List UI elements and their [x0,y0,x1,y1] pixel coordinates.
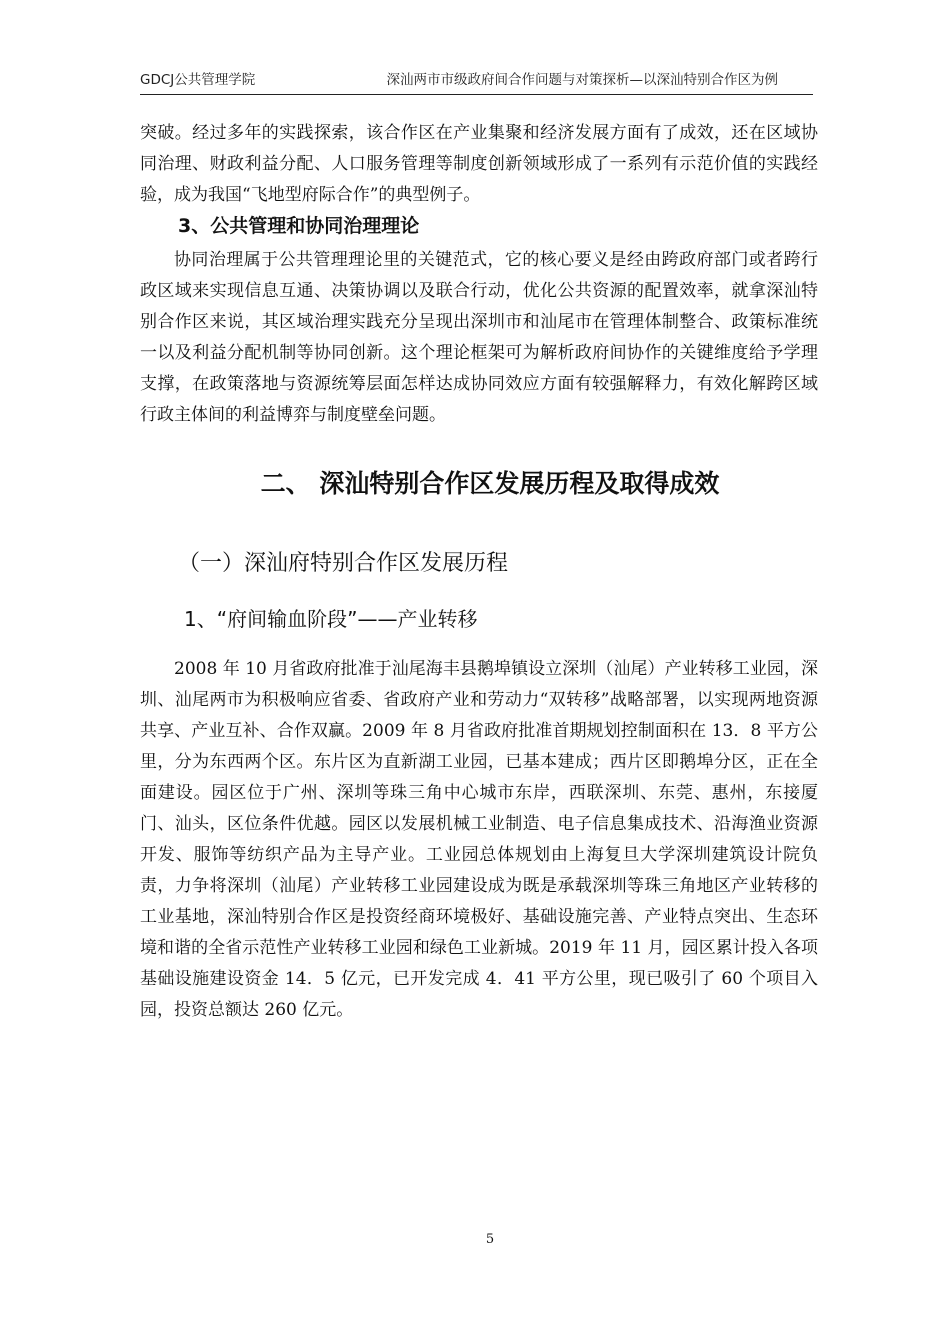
header-thesis-title: 深汕两市市级政府间合作问题与对策探析—以深汕特别合作区为例 [386,72,778,88]
section-title: （一）深汕府特别合作区发展历程 [178,551,509,576]
paragraph-continuation: 突破。经过多年的实践探索，该合作区在产业集聚和经济发展方面有了成效，还在区域协同治理、财政利益分配、人口服务管理等制度创新领域形成了一系列有示范价值的实践经验，成为我国“飞地型府际合作”的典型例子。 [140,123,818,205]
header-divider [140,94,813,95]
theory-heading: 3、公共管理和协同治理理论 [178,215,420,237]
header-institution: GDCJ公共管理学院 [140,72,256,88]
chapter-title: 二、 深汕特别合作区发展历程及取得成效 [260,469,720,498]
paragraph-theory: 协同治理属于公共管理理论里的关键范式，它的核心要义是经由跨政府部门或者跨行政区域来实现信息互通、决策协调以及联合行动，优化公共资源的配置效率，就拿深汕特别合作区来说，其区域治理实践充分呈现出深圳市和汕尾市在管理体制整合、政策标准统一以及利益分配机制等协同创新。这个理论框架可为解析政府间协作的关键维度给予学理支撑，在政策落地与资源统筹层面怎样达成协同效应方面有较强解释力，有效化解跨区域行政主体间的利益博弈与制度壁垒问题。 [140,250,818,425]
subsection-title: 1、“府间输血阶段”——产业转移 [184,607,478,631]
paragraph-history: 2008 年 10 月省政府批准于汕尾海丰县鹅埠镇设立深圳（汕尾）产业转移工业园，深圳、汕尾两市为积极响应省委、省政府产业和劳动力“双转移”战略部署，以实现两地资源共享、产业互补、合作双赢。2009 年 8 月省政府批准首期规划控制面积在 13．8 平方公里，分为东西两个区。东片区为直新湖工业园，已基本建成；西片区即鹅埠分区，正在全面建设。园区位于广州、深圳等珠三角中心城市东岸，西联深圳、东莞、惠州，东接厦门、汕头，区位条件优越。园区以发展机械工业制造、电子信息集成技术、沿海渔业资源开发、服饰等纺织产品为主导产业。工业园总体规划由上海复旦大学深圳建筑设计院负责，力争将深圳（汕尾）产业转移工业园建设成为既是承载深圳等珠三角地区产业转移的工业基地，深汕特别合作区是投资经商环境极好、基础设施完善、产业特点突出、生态环境和谐的全省示范性产业转移工业园和绿色工业新城。2019 年 11 月，园区累计投入各项基础设施建设资金 14．5 亿元，已开发完成 4．41 平方公里，现已吸引了 60 个项目入园，投资总额达 260 亿元。 [140,659,818,1020]
page-header [140,64,808,86]
page-number: 5 [485,1232,495,1247]
